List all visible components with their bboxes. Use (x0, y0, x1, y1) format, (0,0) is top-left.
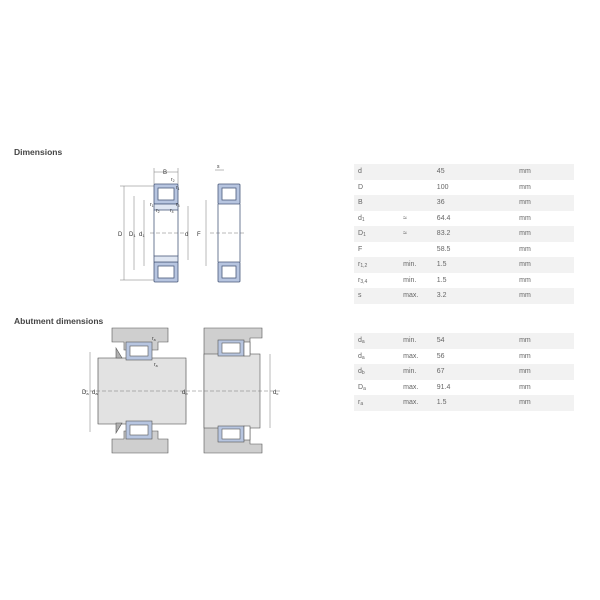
parameter-unit: mm (515, 333, 574, 349)
parameter-qualifier (399, 195, 433, 211)
parameter-symbol: $d_a$ (354, 333, 399, 349)
parameter-qualifier: max. (403, 352, 419, 360)
parameter-qualifier: ≈ (403, 214, 408, 222)
parameter-unit: mm (515, 164, 574, 180)
parameter-qualifier (399, 180, 433, 196)
parameter-value: 83.2 (433, 226, 515, 242)
label-r4: $r_4$ (170, 208, 174, 214)
label-r3: $r_3$ (176, 202, 180, 208)
label-B: B (163, 170, 168, 176)
parameter-unit: mm (519, 383, 531, 391)
parameter-value: 1.5 (433, 395, 515, 411)
abutment-drawing (80, 328, 290, 453)
table-row (354, 333, 574, 349)
parameter-value: 1.5 (433, 257, 515, 273)
parameter-symbol: $r_a$ (354, 395, 399, 411)
label-ra-inner: $r_a$ (154, 362, 158, 368)
label-s: s (217, 164, 220, 170)
table-row (354, 164, 574, 180)
parameter-value: 3.2 (433, 288, 515, 304)
parameter-unit: mm (519, 352, 531, 360)
parameter-value: 91.4 (436, 383, 451, 391)
parameter-symbol: $d_1$ (358, 214, 365, 223)
parameter-unit: mm (519, 245, 531, 253)
label-db: db (182, 390, 188, 396)
label-r2: $r_2$ (171, 177, 175, 183)
parameter-unit: mm (515, 226, 574, 242)
table-row (354, 180, 574, 196)
parameter-value: 56 (436, 352, 445, 360)
label-ra-top: $r_a$ (152, 336, 156, 342)
table-row (354, 273, 574, 289)
parameter-value: 67 (433, 364, 515, 380)
parameter-value: 1.5 (436, 276, 447, 284)
bearing-cross-section-drawing (110, 160, 250, 290)
parameter-value: 100 (436, 183, 449, 191)
abutment-table (354, 333, 574, 411)
parameter-value: 54 (433, 333, 515, 349)
label-D1: D1 (129, 232, 136, 238)
table-row (354, 288, 574, 304)
label-r1-left: $r_1$ (150, 202, 154, 208)
parameter-symbol: $d_a$ (358, 352, 365, 361)
parameter-qualifier: max. (399, 395, 433, 411)
parameter-symbol: $r_{3,4}$ (358, 276, 368, 285)
label-dc: dc (273, 390, 279, 396)
table-row (354, 349, 574, 365)
table-row (354, 242, 574, 258)
label-Da: Da (82, 390, 89, 396)
table-row (354, 257, 574, 273)
dimensions-table (354, 164, 574, 304)
parameter-unit: mm (515, 195, 574, 211)
parameter-symbol: D (358, 183, 364, 191)
parameter-symbol: s (354, 288, 399, 304)
label-da: da (92, 390, 98, 396)
parameter-value: 45 (433, 164, 515, 180)
table-row (354, 195, 574, 211)
parameter-symbol: B (354, 195, 399, 211)
abutment-dimensions-title: Abutment dimensions (14, 316, 104, 326)
parameter-unit: mm (515, 288, 574, 304)
parameter-symbol: F (358, 245, 363, 253)
parameter-unit: mm (519, 276, 531, 284)
parameter-symbol: $D_a$ (358, 383, 366, 392)
parameter-qualifier: max. (399, 288, 433, 304)
label-D: D (118, 232, 123, 238)
parameter-qualifier: min. (399, 257, 433, 273)
parameter-symbol: $D_1$ (354, 226, 399, 242)
parameter-qualifier: min. (399, 364, 433, 380)
parameter-value: 58.5 (436, 245, 451, 253)
parameter-qualifier: max. (403, 383, 419, 391)
dimensions-title: Dimensions (14, 147, 63, 157)
parameter-symbol: $r_{1,2}$ (354, 257, 399, 273)
parameter-unit: mm (515, 395, 574, 411)
parameter-qualifier: min. (403, 276, 417, 284)
parameter-unit: mm (519, 183, 531, 191)
table-row (354, 211, 574, 227)
table-row (354, 395, 574, 411)
label-r1-top: $r_1$ (176, 185, 180, 191)
parameter-symbol: d (354, 164, 399, 180)
parameter-unit: mm (519, 214, 531, 222)
parameter-value: 36 (433, 195, 515, 211)
parameter-qualifier (399, 242, 433, 258)
parameter-qualifier: ≈ (399, 226, 433, 242)
label-d1: d1 (139, 232, 145, 238)
label-r2-left: $r_2$ (156, 208, 160, 214)
parameter-unit: mm (515, 257, 574, 273)
parameter-qualifier: min. (399, 333, 433, 349)
label-d: d (185, 232, 189, 238)
table-row (354, 226, 574, 242)
parameter-unit: mm (515, 364, 574, 380)
parameter-value: 64.4 (436, 214, 451, 222)
parameter-symbol: $d_b$ (354, 364, 399, 380)
table-row (354, 380, 574, 396)
parameter-qualifier (399, 164, 433, 180)
label-F: F (197, 232, 201, 238)
table-row (354, 364, 574, 380)
